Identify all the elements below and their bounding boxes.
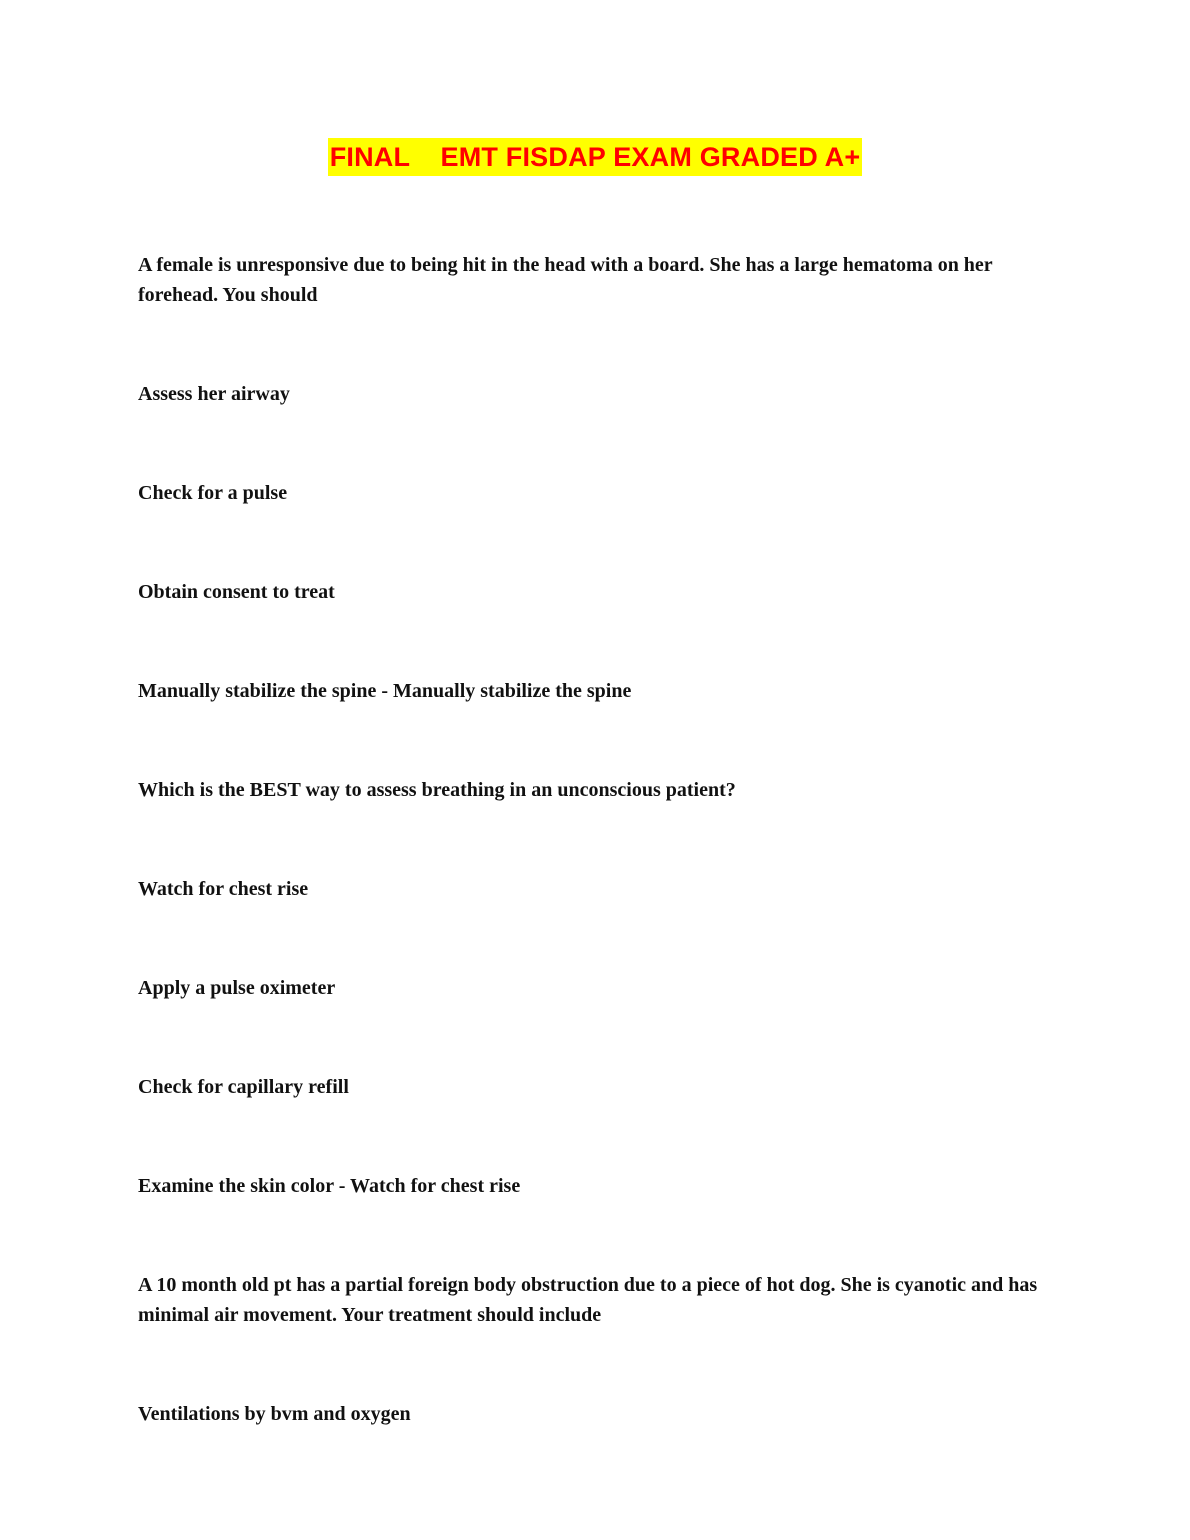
- answer-option-1: Assess her airway: [138, 383, 290, 405]
- question-2-text: Which is the BEST way to assess breathing in an unconscious patient?: [138, 779, 736, 801]
- answer-option-6: Apply a pulse oximeter: [138, 977, 336, 999]
- answer-option-2: Check for a pulse: [138, 482, 288, 504]
- answer-option-3: Obtain consent to treat: [138, 581, 335, 603]
- title-container: [0, 138, 1190, 176]
- page-title: FINAL EMT FISDAP EXAM GRADED A+: [328, 138, 863, 176]
- answer-option-5: Watch for chest rise: [138, 878, 309, 900]
- answer-option-8: Examine the skin color - Watch for chest rise: [138, 1175, 521, 1197]
- answer-option-9: Ventilations by bvm and oxygen: [138, 1403, 411, 1425]
- question-3-text: A 10 month old pt has a partial foreign body obstruction due to a piece of hot dog. She is cyanotic and has minimal air movement. Your treatment should include: [138, 1274, 1038, 1326]
- answer-option-7: Check for capillary refill: [138, 1076, 349, 1098]
- question-1-text: A female is unresponsive due to being hit in the head with a board. She has a large hematoma on her forehead. You should: [138, 254, 993, 306]
- answer-option-4: Manually stabilize the spine - Manually stabilize the spine: [138, 680, 632, 702]
